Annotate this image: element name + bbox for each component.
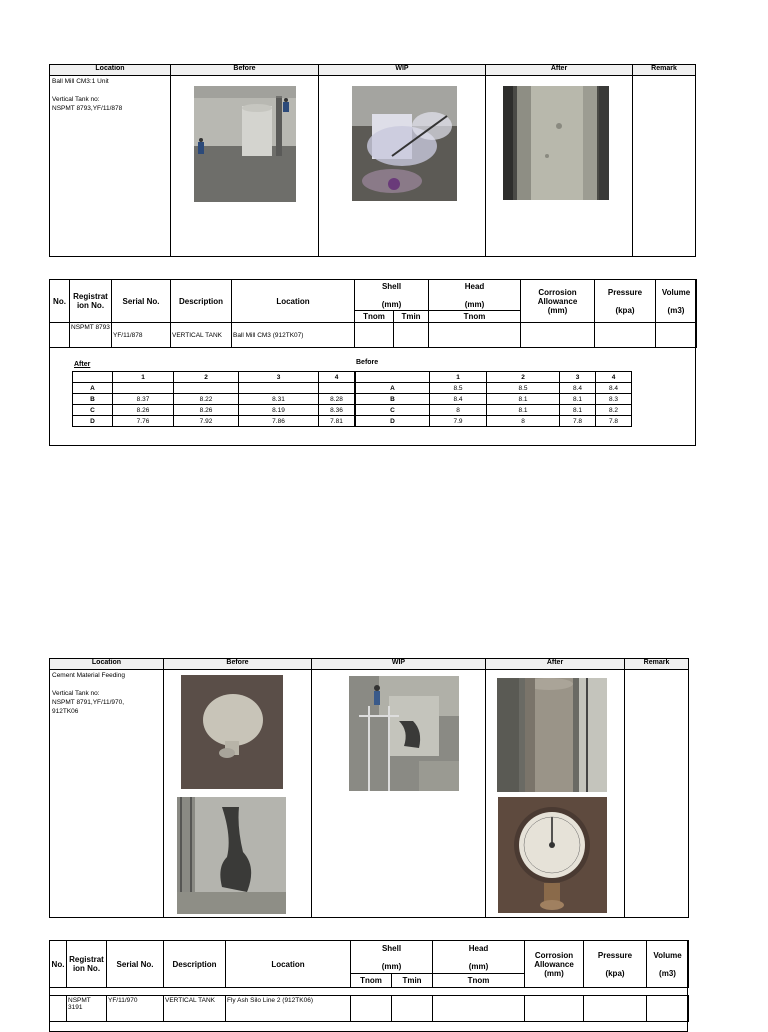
col-serial: Serial No. [112,280,171,323]
cell-description: VERTICAL TANK [164,996,226,1022]
after-row-a: A [73,383,355,394]
cell-pressure [595,323,656,348]
location-cell: Ball Mill CM3:1 Unit Vertical Tank no: NSPMT 8793,YF/11/878 [50,76,171,257]
col-shell-tmin: Tmin [392,974,433,988]
col-shell-tnom: Tnom [351,974,392,988]
col-no: No. [50,941,67,988]
cell-serial: YF/11/970 [107,996,164,1022]
before-label: Before [356,359,379,366]
after-photo-tank-vertical [497,678,607,792]
col-head: Head (mm) [433,941,525,974]
before-photo-tank-shadow [177,797,286,914]
col-head-tnom: Tnom [429,311,521,323]
cell-corrosion [521,323,595,348]
header-after: After [486,659,625,670]
before-row-d: D 7.9 8 7.8 7.8 [356,416,632,427]
col-shell-tnom: Tnom [355,311,394,323]
col-shell: Shell (mm) [355,280,429,311]
header-location: Location [50,659,164,670]
after-row-d: D 7.76 7.92 7.86 7.81 [73,416,355,427]
cell-serial: YF/11/878 [112,323,171,348]
header-location: Location [50,65,171,76]
cell-no [50,996,67,1022]
after-thickness-table: 1 2 3 4 A B 8.37 8.22 8.31 8.28 C 8.26 8.26 8.19 8.36 D 7.76 7.92 7.86 7.81 [72,371,355,427]
col-location: Location [226,941,351,988]
col-description: Description [171,280,232,323]
cell-location: Ball Mill CM3 (912TK07) [232,323,355,348]
wip-photo-scaffold [349,676,459,791]
col-shell-tmin: Tmin [394,311,429,323]
cell-head-tnom [429,323,521,348]
col-pressure: Pressure (kpa) [595,280,656,323]
header-wip: WIP [312,659,486,670]
col-shell: Shell (mm) [351,941,433,974]
col-corrosion: Corrosion Allowance (mm) [525,941,584,988]
cell-volume [647,996,689,1022]
header-after: After [486,65,633,76]
cell-registration: NSPMT 3191 [67,996,107,1022]
col-registration: Registrat ion No. [70,280,112,323]
col-no: No. [50,280,70,323]
col-volume: Volume (m3) [647,941,689,988]
cell-no [50,323,70,348]
col-serial: Serial No. [107,941,164,988]
header-before: Before [164,659,312,670]
cell-shell-tnom [355,323,394,348]
cell-location: Fly Ash Silo Line 2 (912TK06) [226,996,351,1022]
after-row-b: B 8.37 8.22 8.31 8.28 [73,394,355,405]
col-volume: Volume (m3) [656,280,697,323]
cell-description: VERTICAL TANK [171,323,232,348]
after-photo-tank [503,86,609,200]
spec-table-2 [49,940,689,1022]
before-photo-tank-cleaning [194,86,296,202]
col-head-tnom: Tnom [433,974,525,988]
col-head: Head (mm) [429,280,521,311]
after-row-c: C 8.26 8.26 8.19 8.36 [73,405,355,416]
header-before: Before [171,65,319,76]
col-location: Location [232,280,355,323]
after-photo-pressure-gauge [498,797,607,913]
col-registration: Registrat ion No. [67,941,107,988]
remark-cell [625,670,689,918]
before-photo-tank-top [181,675,283,789]
before-row-a: A 8.5 8.5 8.4 8.4 [356,383,632,394]
remark-cell [633,76,696,257]
header-remark: Remark [633,65,696,76]
cell-registration: NSPMT 8793 [70,323,112,348]
col-corrosion: Corrosion Allowance (mm) [521,280,595,323]
spec-table-1 [49,279,697,348]
cell-shell-tnom [351,996,392,1022]
cell-shell-tmin [392,996,433,1022]
header-wip: WIP [319,65,486,76]
col-description: Description [164,941,226,988]
cell-pressure [584,996,647,1022]
cell-corrosion [525,996,584,1022]
before-thickness-table: 1 2 3 4 A 8.5 8.5 8.4 8.4 B 8.4 8.1 8.1 8.3 C 8 8.1 8.1 8.2 D 7.9 8 7.8 7.8 [355,371,632,427]
location-cell: Cement Material Feeding Vertical Tank no: NSPMT 8791,YF/11/970, 912TK06 [50,670,164,918]
cell-shell-tmin [394,323,429,348]
cell-head-tnom [433,996,525,1022]
wip-photo-blasting [352,86,457,201]
before-row-b: B 8.4 8.1 8.1 8.3 [356,394,632,405]
cell-volume [656,323,697,348]
header-remark: Remark [625,659,689,670]
before-row-c: C 8 8.1 8.1 8.2 [356,405,632,416]
after-label: After [74,361,91,368]
col-pressure: Pressure (kpa) [584,941,647,988]
